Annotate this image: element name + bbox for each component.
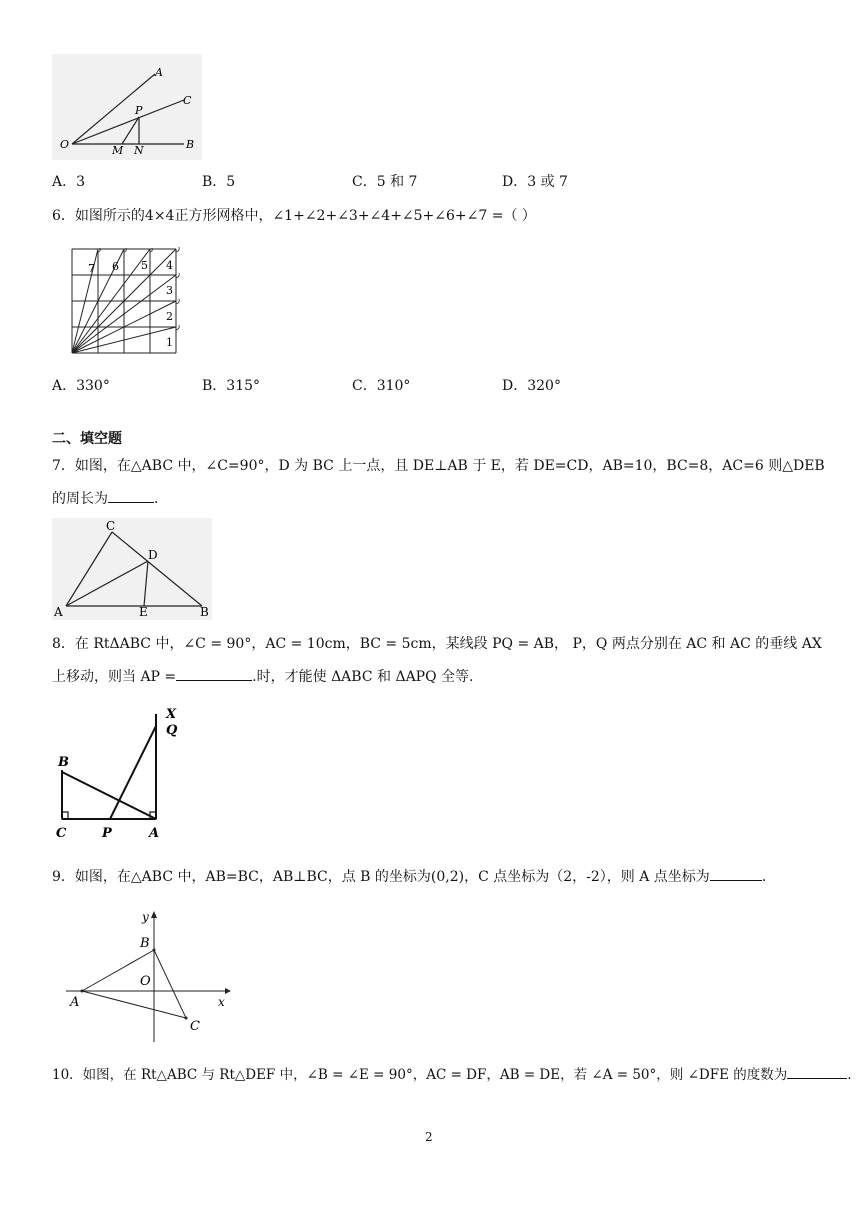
q6-option-a: A．330° (52, 378, 110, 394)
q9-label-y: y (142, 910, 149, 924)
q5-label-p: P (135, 104, 143, 117)
q6-angle-1: 1 (166, 336, 173, 349)
q6-angle-2: 2 (166, 310, 173, 323)
q8-label-x: X (166, 707, 177, 722)
q8-answer-blank[interactable] (176, 666, 252, 681)
q5-option-c: C．5 和 7 (352, 174, 418, 190)
q10-stem-text: 10．如图，在 Rt△ABC 与 Rt△DEF 中，∠B = ∠E = 90°，AC = DF，AB = DE，若 ∠A = 50°，则 ∠DFE 的度数为 (52, 1067, 788, 1083)
q5-option-b: B．5 (202, 174, 236, 190)
q5-figure (52, 54, 202, 160)
q7-label-c: C (106, 519, 116, 533)
page-number: 2 (425, 1130, 433, 1144)
q9-stem-end: . (761, 869, 767, 885)
q8-label-q: Q (166, 723, 178, 738)
q10-answer-blank[interactable] (787, 1064, 847, 1079)
q6-option-c: C．310° (352, 378, 411, 394)
q8-label-c: C (56, 826, 67, 841)
q5-option-a: A．3 (52, 174, 86, 190)
q6-angle-6: 6 (112, 260, 119, 273)
q5-option-d: D．3 或 7 (502, 174, 568, 190)
q10-stem (52, 1064, 852, 1085)
q9-stem-text: 9．如图，在△ABC 中，AB=BC，AB⊥BC，点 B 的坐标为(0,2)，C 点坐标为（2，-2），则 A 点坐标为 (52, 869, 710, 885)
q8-stem-line2-b: .时，才能使 ΔABC 和 ΔAPQ 全等. (252, 669, 474, 685)
q9-label-a: A (70, 995, 80, 1010)
q8-figure (52, 702, 182, 842)
q9-answer-blank[interactable] (710, 866, 762, 881)
q5-label-m: M (112, 144, 124, 157)
q9-stem (52, 866, 766, 887)
q6-option-d: D．320° (502, 378, 561, 394)
q9-label-o: O (140, 974, 151, 989)
q5-label-a: A (155, 66, 163, 79)
q7-label-b: B (200, 605, 209, 619)
q9-label-c: C (190, 1019, 200, 1034)
q6-angle-7: 7 (88, 262, 95, 275)
q6-grid-figure (60, 240, 190, 360)
q8-label-p: P (102, 826, 112, 841)
q8-stem-line1: 8．在 RtΔABC 中，∠C = 90°，AC = 10cm，BC = 5cm，某线段 PQ = AB， P，Q 两点分别在 AC 和 AC 的垂线 AX (52, 636, 822, 652)
q6-stem: 6．如图所示的4×4正方形网格中，∠1+∠2+∠3+∠4+∠5+∠6+∠7 =（ ） (52, 208, 536, 224)
q5-label-o: O (60, 138, 70, 151)
q7-stem-line1: 7．如图，在△ABC 中，∠C=90°，D 为 BC 上一点，且 DE⊥AB 于 E，若 DE=CD，AB=10，BC=8，AC=6 则△DEB (52, 458, 825, 474)
q6-option-b: B．315° (202, 378, 261, 394)
q10-stem-end: . (847, 1067, 852, 1083)
q8-label-b: B (58, 755, 69, 770)
q8-stem-line2 (52, 666, 473, 687)
q7-label-e: E (139, 605, 148, 619)
q8-stem-line2-a: 上移动，则当 AP = (52, 669, 177, 685)
q7-label-d: D (148, 548, 158, 562)
q7-stem-end: . (154, 491, 159, 507)
q5-label-c: C (183, 94, 192, 107)
q7-stem-line2-text: 的周长为 (52, 491, 108, 507)
q7-figure (52, 518, 212, 620)
q9-label-x: x (218, 995, 225, 1009)
q6-angle-4: 4 (166, 259, 173, 272)
q7-label-a: A (54, 605, 63, 619)
section-title: 二、填空题 (52, 431, 122, 447)
q8-label-a: A (149, 826, 160, 841)
q9-figure (60, 906, 235, 1042)
q5-label-n: N (134, 144, 144, 157)
q7-stem-line2 (52, 488, 158, 509)
q9-label-b: B (140, 936, 150, 951)
q6-angle-3: 3 (166, 284, 173, 297)
q5-label-b: B (186, 138, 195, 151)
q7-answer-blank[interactable] (108, 488, 154, 503)
q6-angle-5: 5 (141, 259, 148, 272)
